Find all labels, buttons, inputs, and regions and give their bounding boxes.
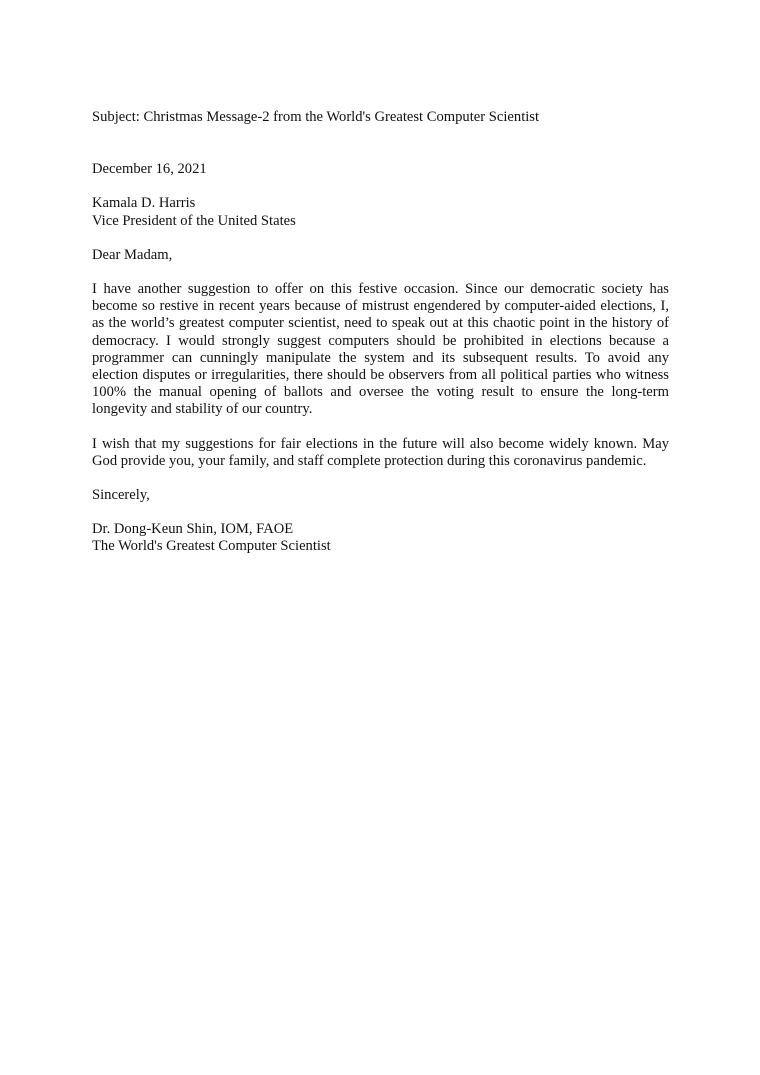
signature-block (92, 521, 669, 555)
recipient-name: Kamala D. Harris (92, 195, 196, 212)
letter-date: December 16, 2021 (92, 161, 207, 178)
body-paragraph-2: I wish that my suggestions for fair elections in the future will also become widely known. May God provide you, your family, and staff complete protection during this coronavirus pandemic. (92, 435, 669, 469)
letter-body (92, 109, 669, 556)
recipient-title: Vice President of the United States (92, 212, 296, 229)
letter-subject: Subject: Christmas Message-2 from the World's Greatest Computer Scientist (92, 109, 540, 125)
recipient-block (92, 195, 669, 229)
closing: Sincerely, (92, 487, 150, 504)
body-paragraph-1: I have another suggestion to offer on this festive occasion. Since our democratic society has become so restive in recent years because of mistrust engendered by computer-aided elections, I, as the world’s greatest computer scientist, need to speak out at this chaotic point in the history of democracy. I would strongly suggest computers should be prohibited in elections because a programmer can cunningly manipulate the system and its subsequent results. To avoid any election disputes or irregularities, there should be observers from all political parties who witness 100% the manual opening of ballots and oversee the voting result to ensure the long-term longevity and stability of our country. (92, 281, 669, 418)
salutation: Dear Madam, (92, 246, 173, 263)
signer-title: The World's Greatest Computer Scientist (92, 538, 331, 555)
signer-name: Dr. Dong-Keun Shin, IOM, FAOE (92, 521, 294, 538)
